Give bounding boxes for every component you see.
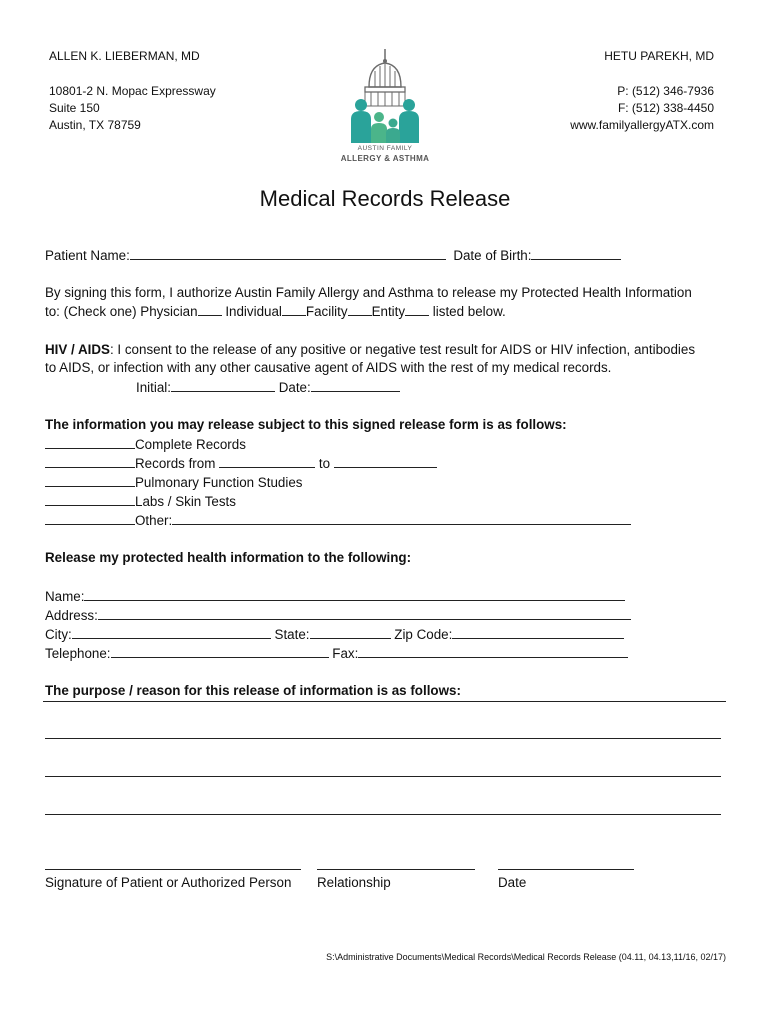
physician-check-field[interactable] xyxy=(198,302,222,316)
records-from-label: Records from xyxy=(135,456,216,471)
recipient-city-field[interactable] xyxy=(72,625,271,639)
purpose-heading-rule xyxy=(43,701,726,702)
initial-field[interactable] xyxy=(171,378,275,392)
recipient-heading: Release my protected health information to the following: xyxy=(45,550,412,565)
purpose-line-2[interactable] xyxy=(45,776,721,777)
right-doctor-name: HETU PAREKH, MD xyxy=(604,49,714,63)
release-info-heading: The information you may release subject to this signed release form is as follows: xyxy=(45,417,567,432)
signature-field[interactable] xyxy=(45,869,301,870)
hiv-initial-row xyxy=(136,378,400,397)
left-doctor-name: ALLEN K. LIEBERMAN, MD xyxy=(49,49,200,63)
recipient-telephone-label: Telephone: xyxy=(45,646,111,661)
authorize-prefix: to: (Check one) Physician xyxy=(45,304,198,319)
facility-label: Facility xyxy=(305,304,348,319)
list-item-other xyxy=(45,511,631,530)
hiv-date-label: Date: xyxy=(278,380,311,395)
records-to-date-field[interactable] xyxy=(334,454,437,468)
recipient-address-field[interactable] xyxy=(98,606,631,620)
pulmonary-check-field[interactable] xyxy=(45,473,135,487)
clinic-fax: F: (512) 338-4450 xyxy=(617,101,714,115)
records-from-check-field[interactable] xyxy=(45,454,135,468)
dob-field[interactable] xyxy=(531,246,621,260)
hiv-line1-text: : I consent to the release of any positive or negative test result for AIDS or HIV infection, antibodies xyxy=(109,342,696,357)
recipient-name-label: Name: xyxy=(45,589,85,604)
hiv-label: HIV / AIDS xyxy=(45,342,110,357)
authorize-line2 xyxy=(45,302,506,321)
recipient-address-label: Address: xyxy=(45,608,98,623)
recipient-telephone-field[interactable] xyxy=(111,644,329,658)
purpose-heading: The purpose / reason for this release of information is as follows: xyxy=(45,683,461,698)
entity-check-field[interactable] xyxy=(405,302,429,316)
recipient-zip-label: Zip Code: xyxy=(394,627,453,642)
patient-name-label: Patient Name: xyxy=(45,248,130,263)
records-to-label: to xyxy=(318,456,331,471)
pulmonary-label: Pulmonary Function Studies xyxy=(135,475,303,490)
relationship-field[interactable] xyxy=(317,869,475,870)
signature-date-label: Date xyxy=(498,875,527,890)
complete-label: Complete Records xyxy=(135,437,246,452)
clinic-address-line1: 10801-2 N. Mopac Expressway xyxy=(49,84,216,98)
clinic-logo xyxy=(335,47,435,167)
list-item-records-from xyxy=(45,454,437,473)
logo-line2: ALLERGY & ASTHMA xyxy=(340,154,430,163)
patient-row xyxy=(45,246,621,265)
signature-date-field[interactable] xyxy=(498,869,634,870)
labs-check-field[interactable] xyxy=(45,492,135,506)
recipient-city-label: City: xyxy=(45,627,72,642)
list-item-labs xyxy=(45,492,236,511)
clinic-phone: P: (512) 346-7936 xyxy=(617,84,714,98)
complete-check-field[interactable] xyxy=(45,435,135,449)
list-item-complete xyxy=(45,435,246,454)
recipient-zip-field[interactable] xyxy=(452,625,624,639)
capitol-dome-icon xyxy=(335,47,435,143)
clinic-website[interactable]: www.familyallergyATX.com xyxy=(570,118,714,132)
hiv-line1 xyxy=(45,341,695,359)
facility-check-field[interactable] xyxy=(348,302,372,316)
individual-check-field[interactable] xyxy=(282,302,306,316)
individual-label: Individual xyxy=(225,304,282,319)
recipient-name-row xyxy=(45,587,625,606)
dob-label: Date of Birth: xyxy=(453,248,532,263)
records-from-date-field[interactable] xyxy=(219,454,315,468)
recipient-city-row xyxy=(45,625,624,644)
clinic-address-line2: Suite 150 xyxy=(49,101,100,115)
authorize-line1: By signing this form, I authorize Austin Family Allergy and Asthma to release my Protected Health Information xyxy=(45,285,692,300)
list-item-pulmonary xyxy=(45,473,302,492)
recipient-address-row xyxy=(45,606,631,625)
patient-name-field[interactable] xyxy=(130,246,446,260)
logo-line1: AUSTIN FAMILY xyxy=(357,145,413,152)
purpose-line-1[interactable] xyxy=(45,738,721,739)
other-label: Other: xyxy=(135,513,173,528)
initial-label: Initial: xyxy=(136,380,171,395)
relationship-label: Relationship xyxy=(317,875,391,890)
recipient-phone-row xyxy=(45,644,628,663)
other-text-field[interactable] xyxy=(172,511,631,525)
hiv-line2: to AIDS, or infection with any other causative agent of AIDS with the rest of my medical records. xyxy=(45,360,612,375)
recipient-state-field[interactable] xyxy=(310,625,391,639)
other-check-field[interactable] xyxy=(45,511,135,525)
recipient-name-field[interactable] xyxy=(84,587,625,601)
authorize-suffix: listed below. xyxy=(432,304,506,319)
recipient-fax-field[interactable] xyxy=(358,644,628,658)
signature-label: Signature of Patient or Authorized Person xyxy=(45,875,292,890)
labs-label: Labs / Skin Tests xyxy=(135,494,236,509)
recipient-state-label: State: xyxy=(274,627,310,642)
document-path-footer: S:\Administrative Documents\Medical Records\Medical Records Release (04.11, 04.13,11/16, 02/17) xyxy=(326,952,726,962)
purpose-line-3[interactable] xyxy=(45,814,721,815)
entity-label: Entity xyxy=(371,304,406,319)
page-title: Medical Records Release xyxy=(259,186,511,211)
recipient-fax-label: Fax: xyxy=(332,646,359,661)
hiv-date-field[interactable] xyxy=(311,378,400,392)
clinic-address-line3: Austin, TX 78759 xyxy=(49,118,141,132)
